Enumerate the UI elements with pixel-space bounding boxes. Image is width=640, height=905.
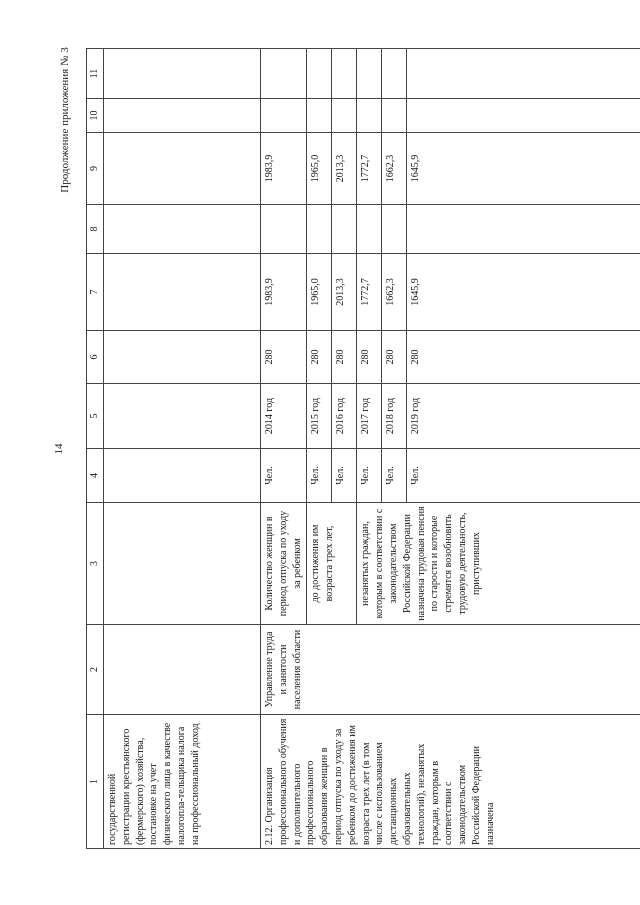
value-cell: 1772,7 — [357, 254, 382, 331]
cell-empty — [307, 205, 332, 254]
value-cell: 280 — [261, 331, 307, 384]
program-table — [86, 48, 640, 849]
period-cell: 2018 год — [382, 384, 407, 449]
col-number: 6 — [87, 331, 104, 384]
cell-empty — [104, 384, 261, 449]
column-number-row — [87, 49, 104, 849]
cell-empty — [407, 99, 640, 133]
value-cell: 1965,0 — [307, 133, 332, 205]
cell-empty — [104, 331, 261, 384]
value-cell: 280 — [407, 331, 640, 384]
value-cell: 1645,9 — [407, 133, 640, 205]
table-row — [104, 49, 261, 849]
unit-cell: Чел. — [382, 449, 407, 503]
value-cell: 2013,3 — [332, 133, 357, 205]
value-cell: 1662,3 — [382, 254, 407, 331]
cell-empty — [382, 99, 407, 133]
executor-cell: Управление труда и занятости населения области — [261, 625, 640, 715]
indicator-cell: незанятых граждан, которым в соответствии с законодательством Российской Федерации назначена трудовая пенсия по старости и которые стремятся возобновить трудовую деятельность, приступивших — [357, 503, 640, 625]
period-cell: 2015 год — [307, 384, 332, 449]
activity-cell: 2.12. Организация профессионального обучения и дополнительного профессионального образования женщин в период отпуска по уходу за ребенком до достижения им возраста трех лет (в том числе с использованием дистанционных образовательных технологий), незанятых граждан, которым в соответствии с законодательством Российской Федерации назначена — [261, 715, 640, 849]
cell-empty — [407, 205, 640, 254]
value-cell: 1983,9 — [261, 133, 307, 205]
col-number: 1 — [87, 715, 104, 849]
cell-empty — [407, 49, 640, 99]
cell-empty — [382, 205, 407, 254]
col-number: 5 — [87, 384, 104, 449]
col-number: 4 — [87, 449, 104, 503]
col-number: 10 — [87, 99, 104, 133]
value-cell: 1983,9 — [261, 254, 307, 331]
value-cell: 1645,9 — [407, 254, 640, 331]
continued-activity-cell: государственной регистрации крестьянского (фермерского) хозяйства, постановке на учет физического лица в качестве налогопла-тельщика налога на профессиональный доход — [104, 715, 261, 849]
value-cell: 280 — [332, 331, 357, 384]
unit-cell: Чел. — [261, 449, 307, 503]
unit-cell: Чел. — [357, 449, 382, 503]
continuation-label: Продолжение приложения № 3 — [59, 47, 71, 193]
cell-empty — [357, 205, 382, 254]
value-cell: 280 — [307, 331, 332, 384]
unit-cell: Чел. — [307, 449, 332, 503]
cell-empty — [261, 99, 307, 133]
col-number: 2 — [87, 625, 104, 715]
cell-empty — [104, 503, 261, 625]
indicator-cell: до достижения им возраста трех лет, — [307, 503, 357, 625]
cell-empty — [104, 625, 261, 715]
col-number: 9 — [87, 133, 104, 205]
cell-empty — [104, 254, 261, 331]
period-cell: 2017 год — [357, 384, 382, 449]
cell-empty — [332, 49, 357, 99]
cell-empty — [104, 133, 261, 205]
page-number: 14 — [53, 443, 65, 455]
value-cell: 1965,0 — [307, 254, 332, 331]
value-cell: 280 — [382, 331, 407, 384]
period-cell: 2016 год — [332, 384, 357, 449]
cell-empty — [307, 99, 332, 133]
cell-empty — [104, 49, 261, 99]
rotated-table-container — [86, 49, 631, 849]
cell-empty — [332, 99, 357, 133]
col-number: 7 — [87, 254, 104, 331]
col-number: 3 — [87, 503, 104, 625]
unit-cell: Чел. — [332, 449, 357, 503]
period-cell: 2019 год — [407, 384, 640, 449]
cell-empty — [104, 99, 261, 133]
cell-empty — [332, 205, 357, 254]
value-cell: 1662,3 — [382, 133, 407, 205]
col-number: 11 — [87, 49, 104, 99]
cell-empty — [357, 49, 382, 99]
table-row — [261, 49, 307, 849]
cell-empty — [261, 49, 307, 99]
value-cell: 280 — [357, 331, 382, 384]
cell-empty — [104, 205, 261, 254]
cell-empty — [357, 99, 382, 133]
unit-cell: Чел. — [407, 449, 640, 503]
value-cell: 1772,7 — [357, 133, 382, 205]
value-cell: 2013,3 — [332, 254, 357, 331]
cell-empty — [307, 49, 332, 99]
cell-empty — [261, 205, 307, 254]
period-cell: 2014 год — [261, 384, 307, 449]
cell-empty — [104, 449, 261, 503]
indicator-cell: Количество женщин в период отпуска по уходу за ребенком — [261, 503, 307, 625]
cell-empty — [382, 49, 407, 99]
col-number: 8 — [87, 205, 104, 254]
